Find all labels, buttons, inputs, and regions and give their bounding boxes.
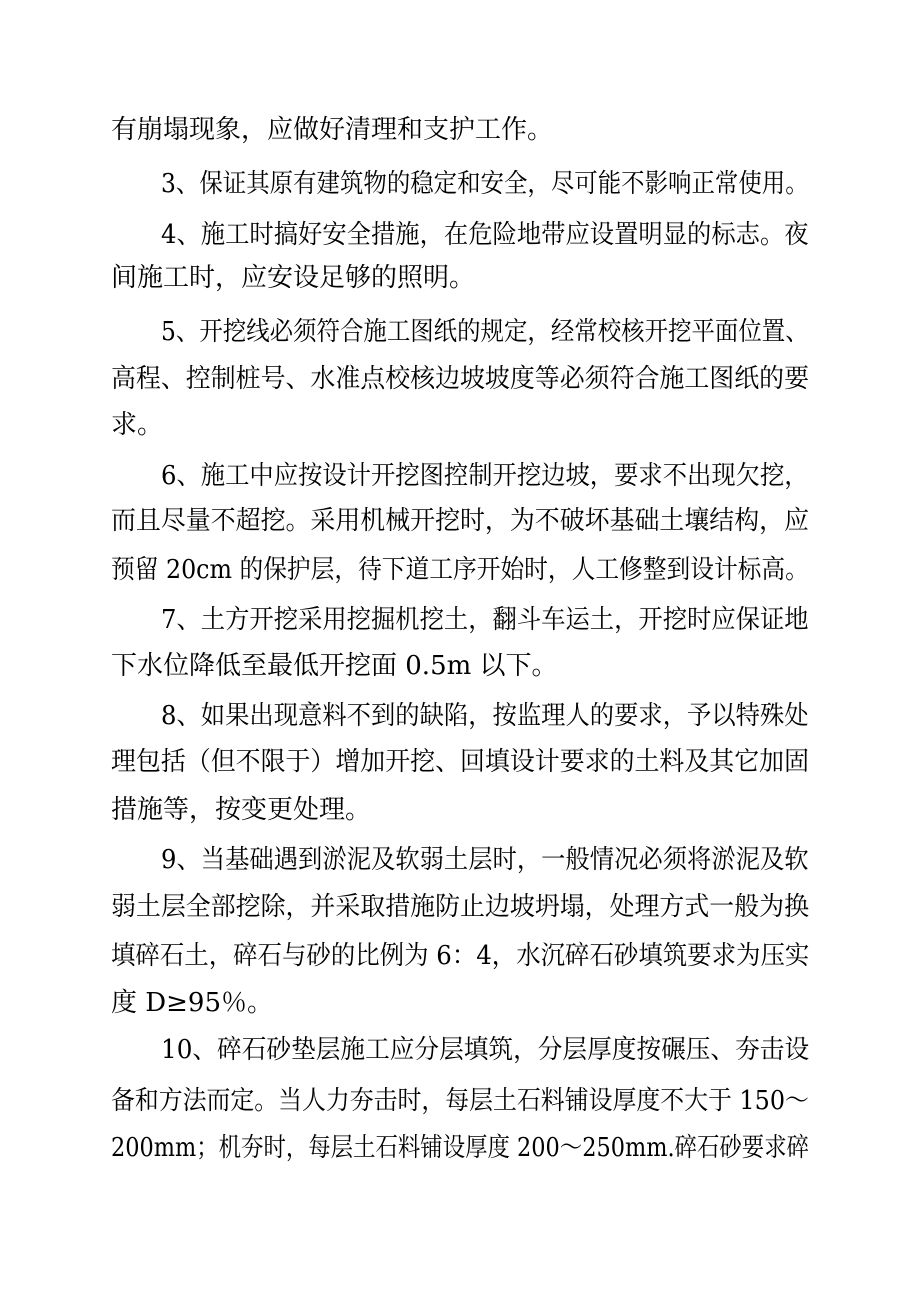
paragraph-6-line: 6、施工中应按设计开挖图控制开挖边坡，要求不出现欠挖， (161, 461, 809, 491)
paragraph-5-line: 5、开挖线必须符合施工图纸的规定，经常校核开挖平面位置、 (161, 317, 809, 347)
text-line: 度 D≥95％。 (111, 988, 273, 1018)
text-line: 预留 20cm 的保护层，待下道工序开始时，人工修整到设计标高。 (111, 555, 809, 585)
text-line: 高程、控制桩号、水准点校核边坡坡度等必须符合施工图纸的要 (111, 364, 810, 394)
text-line: 求。 (111, 410, 164, 440)
text-line: 间施工时，应安设足够的照明。 (111, 263, 476, 293)
paragraph-8-line: 8、如果出现意料不到的缺陷，按监理人的要求，予以特殊处 (161, 701, 809, 731)
paragraph-3-line: 3、保证其原有建筑物的稳定和安全，尽可能不影响正常使用。 (161, 169, 809, 199)
text-line: 而且尽量不超挖。采用机械开挖时，为不破坏基础土壤结构，应 (111, 506, 810, 536)
text-line: 措施等，按变更处理。 (111, 795, 372, 825)
text-line: 弱土层全部挖除，并采取措施防止边坡坍塌，处理方式一般为换 (111, 892, 810, 922)
text-line: 下水位降低至最低开挖面 0.5m 以下。 (111, 651, 558, 681)
paragraph-10-line: 10、碎石砂垫层施工应分层填筑，分层厚度按碾压、夯击设 (161, 1035, 810, 1065)
paragraph-7-line: 7、土方开挖采用挖掘机挖土，翻斗车运土，开挖时应保证地 (161, 605, 809, 635)
text-line: 200mm；机夯时，每层土石料铺设厚度 200～250mm.碎石砂要求碎 (111, 1133, 810, 1163)
paragraph-9-line: 9、当基础遇到淤泥及软弱土层时，一般情况必须将淤泥及软 (161, 845, 809, 875)
text-line: 有崩塌现象，应做好清理和支护工作。 (111, 115, 554, 145)
paragraph-4-line: 4、施工时搞好安全措施，在危险地带应设置明显的标志。夜 (161, 220, 809, 250)
text-line: 备和方法而定。当人力夯击时，每层土石料铺设厚度不大于 150～ (111, 1086, 809, 1116)
text-line: 理包括（但不限于）增加开挖、回填设计要求的土料及其它加固 (111, 747, 810, 777)
text-line: 填碎石土，碎石与砂的比例为 6：4，水沉碎石砂填筑要求为压实 (111, 941, 810, 971)
